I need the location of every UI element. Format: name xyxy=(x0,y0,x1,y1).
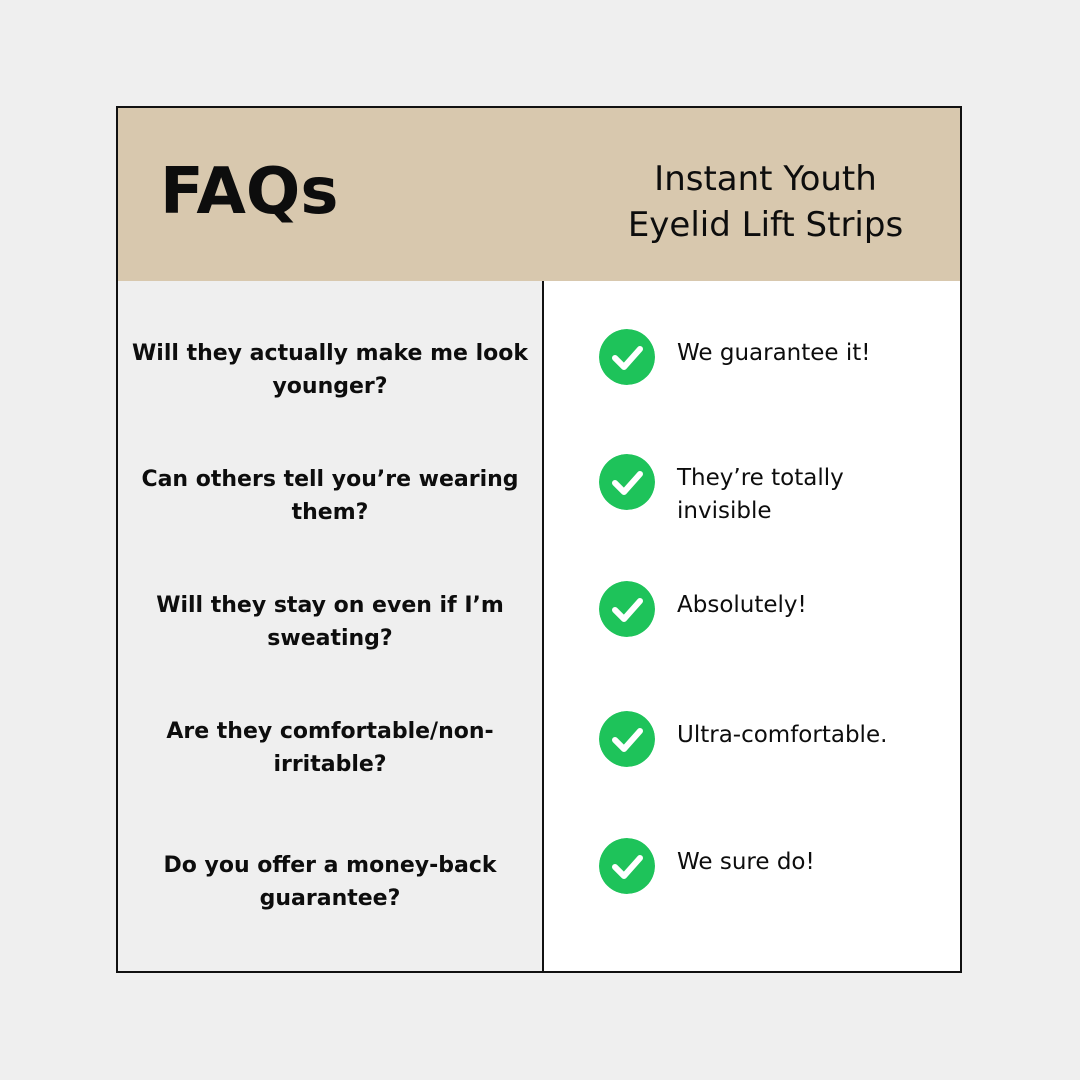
check-circle-icon xyxy=(599,581,655,637)
check-circle-icon xyxy=(599,329,655,385)
faq-answer-2: They’re totally invisible xyxy=(677,465,844,524)
check-circle-icon xyxy=(599,711,655,767)
check-circle-icon xyxy=(599,838,655,894)
faq-answer-row-3 xyxy=(599,581,959,641)
faq-answer-5: We sure do! xyxy=(677,849,815,875)
faq-header xyxy=(118,108,960,283)
product-title-line-1: Instant Youth xyxy=(654,159,877,199)
faq-title: FAQs xyxy=(160,155,339,229)
faq-question-4: Are they comfortable/non-irritable? xyxy=(166,719,494,777)
faq-answer-row-1 xyxy=(599,329,959,389)
answers-column xyxy=(544,281,962,971)
faq-card xyxy=(116,106,962,973)
faq-answer-3: Absolutely! xyxy=(677,592,807,618)
faq-answer-row-5 xyxy=(599,838,959,898)
product-title-line-2: Eyelid Lift Strips xyxy=(627,205,904,245)
faq-answer-1: We guarantee it! xyxy=(677,340,871,366)
faq-question-3: Will they stay on even if I’m sweating? xyxy=(156,593,504,651)
faq-question-1: Will they actually make me look younger? xyxy=(132,341,528,399)
faq-answer-4: Ultra-comfortable. xyxy=(677,722,888,748)
faq-question-5: Do you offer a money-back guarantee? xyxy=(163,853,497,911)
product-title xyxy=(588,156,943,248)
check-circle-icon xyxy=(599,454,655,510)
questions-column xyxy=(118,281,544,971)
faq-answer-row-4 xyxy=(599,711,959,771)
faq-question-2: Can others tell you’re wearing them? xyxy=(141,467,519,525)
faq-answer-row-2 xyxy=(599,454,959,524)
